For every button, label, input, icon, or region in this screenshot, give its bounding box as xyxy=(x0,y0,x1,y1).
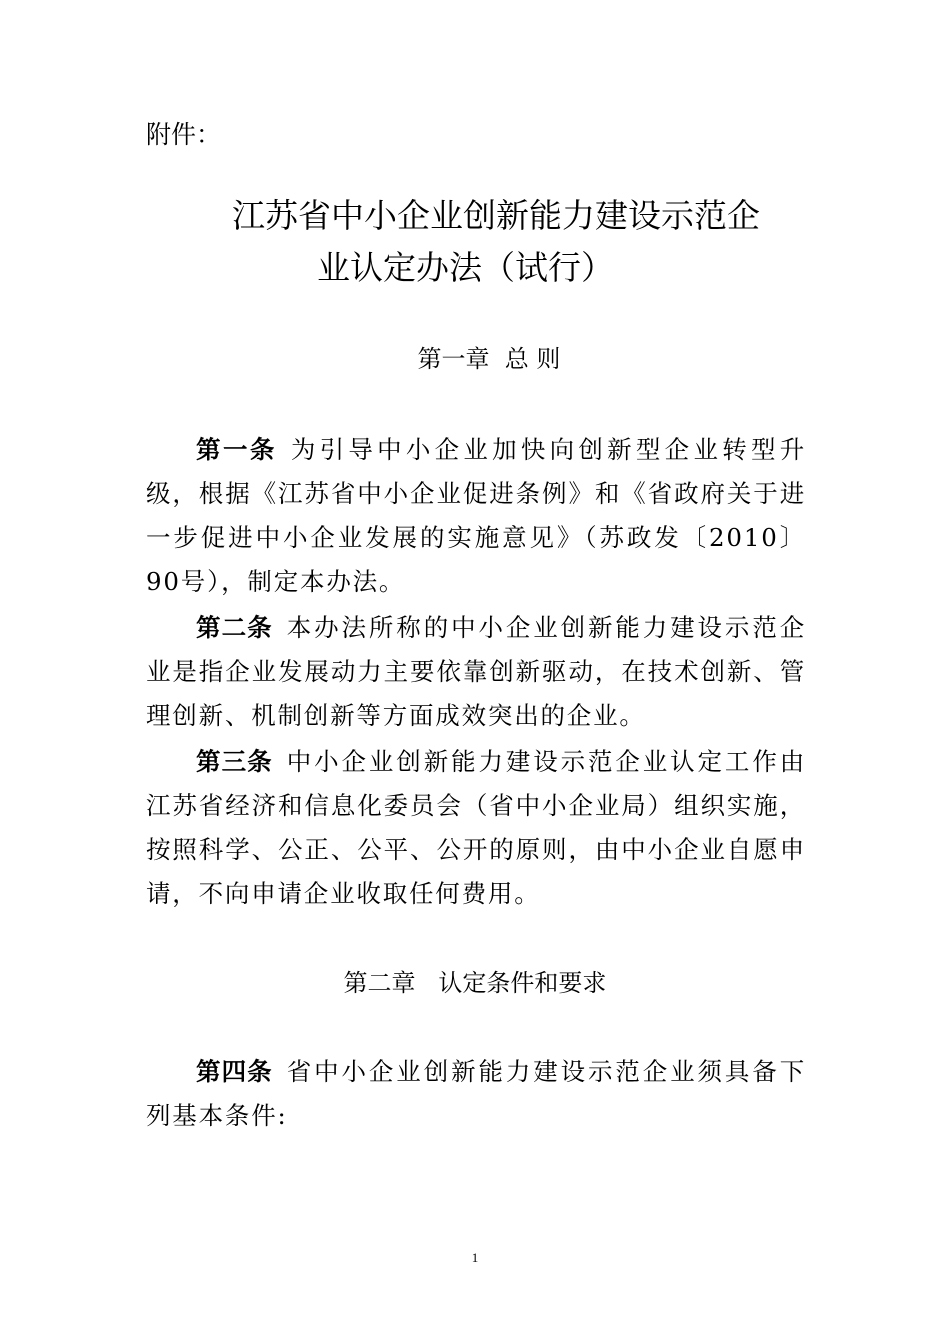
title-line-1: 江苏省中小企业创新能力建设示范企 xyxy=(232,196,760,235)
article-3-body: 中小企业创新能力建设示范企业认定工作由江苏省经济和信息化委员会（省中小企业局）组织实施，按照科学、公正、公平、公开的原则，由中小企业自愿申请，不向申请企业收取任何费用。 xyxy=(146,747,807,908)
article-2-body: 本办法所称的中小企业创新能力建设示范企业是指企业发展动力主要依靠创新驱动，在技术创新、管理创新、机制创新等方面成效突出的企业。 xyxy=(146,613,807,730)
title-line-2: 业认定办法（试行） xyxy=(317,248,614,287)
article-1-body: 为引导中小企业加快向创新型企业转型升级，根据《江苏省中小企业促进条例》和《省政府关于进一步促进中小企业发展的实施意见》（苏政发〔2010〕90号），制定本办法。 xyxy=(146,435,807,596)
article-2-head: 第二条 xyxy=(196,613,273,642)
article-1 xyxy=(146,428,806,604)
chapter-2-heading: 第二章 认定条件和要求 xyxy=(343,969,607,997)
attachment-label: 附件： xyxy=(146,120,222,149)
page-number: 1 xyxy=(471,1250,479,1265)
article-3 xyxy=(146,740,806,916)
article-4-head: 第四条 xyxy=(196,1057,273,1086)
article-4-body: 省中小企业创新能力建设示范企业须具备下列基本条件: xyxy=(146,1057,807,1130)
document-title xyxy=(232,190,832,294)
chapter-1-heading: 第一章 总 则 xyxy=(417,345,561,373)
article-1-head: 第一条 xyxy=(196,435,277,464)
article-2 xyxy=(146,606,806,738)
article-4 xyxy=(146,1050,806,1138)
article-3-head: 第三条 xyxy=(196,747,273,776)
